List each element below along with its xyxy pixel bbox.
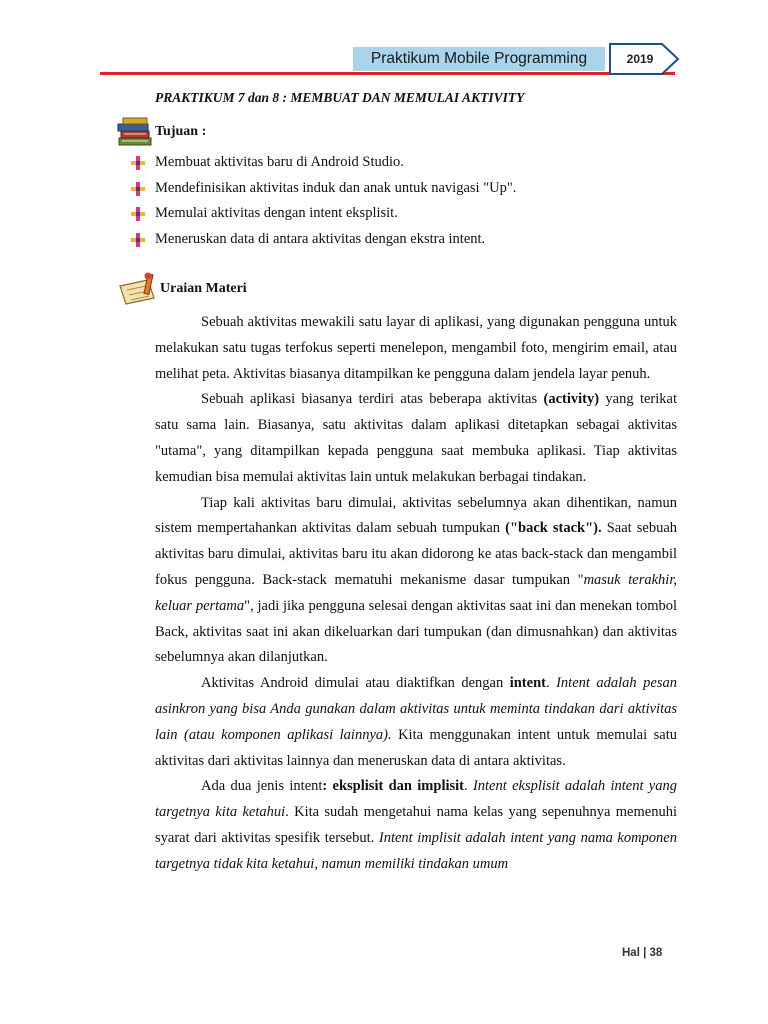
- goal-text: Memulai aktivitas dengan intent eksplisit.: [155, 205, 398, 221]
- goal-text: Mendefinisikan aktivitas induk dan anak untuk navigasi "Up".: [155, 179, 517, 196]
- tujuan-heading: Tujuan :: [155, 124, 207, 139]
- page-title: PRAKTIKUM 7 dan 8 : MEMBUAT DAN MEMULAI AKTIVITY: [155, 90, 525, 105]
- body-text: [155, 310, 677, 878]
- year-label: 2019: [626, 52, 654, 66]
- header-title: Praktikum Mobile Programming: [353, 47, 605, 71]
- bullet-icon: [131, 233, 145, 247]
- paragraph: Tiap kali aktivitas baru dimulai, aktivitas sebelumnya akan dihentikan, namun sistem mempertahankan aktivitas dalam sebuah tumpukan ("back stack"). Saat sebuah aktivitas baru dimulai, aktivitas baru itu akan didorong ke atas back-stack dan mengambil fokus pengguna. Back-stack mematuhi mekanisme dasar tumpukan "masuk terakhir, keluar pertama", jadi jika pengguna selesai dengan aktivitas saat ini dan menekan tombol Back, aktivitas saat ini akan dikeluarkan dari tumpukan (dan dimusnahkan) dan aktivitas sebelumnya akan dilanjutkan.: [155, 494, 678, 666]
- goal-text: Membuat aktivitas baru di Android Studio.: [155, 154, 404, 170]
- paragraph: Sebuah aktivitas mewakili satu layar di aplikasi, yang digunakan pengguna untuk melakukan satu tugas terfokus seperti menelepon, mengambil foto, mengirim email, atau melihat peta. Aktivitas biasanya ditampilkan ke pengguna dalam jendela layar penuh.: [155, 314, 677, 382]
- paragraph: Sebuah aplikasi biasanya terdiri atas beberapa aktivitas (activity) yang terikat satu sama lain. Biasanya, satu aktivitas dalam aplikasi ditetapkan sebagai aktivitas "utama", yang ditampilkan kepada pengguna saat membuka aplikasi. Tiap aktivitas kemudian bisa memulai aktivitas lain untuk melakukan berbagai tindakan.: [155, 391, 677, 485]
- page-number: Hal | 38: [622, 947, 663, 959]
- list-item: [131, 228, 516, 254]
- list-item: [131, 177, 516, 203]
- bullet-icon: [131, 182, 145, 196]
- goal-text: Meneruskan data di antara aktivitas dengan ekstra intent.: [155, 230, 486, 247]
- scroll-pencil-icon: [118, 272, 158, 306]
- books-icon: [116, 116, 154, 148]
- goals-list: [131, 151, 516, 253]
- bullet-icon: [131, 156, 145, 170]
- bullet-icon: [131, 207, 145, 221]
- list-item: [131, 151, 516, 177]
- paragraph: Ada dua jenis intent: eksplisit dan implisit. Intent eksplisit adalah intent yang targetnya kita ketahui. Kita sudah mengetahui nama kelas yang sepenuhnya memenuhi syarat dari aktivitas spesifik tersebut. Intent implisit adalah intent yang nama komponen targetnya tidak kita ketahui, namun memiliki tindakan umum: [155, 778, 677, 872]
- header-rule: [100, 72, 675, 75]
- paragraph: Aktivitas Android dimulai atau diaktifkan dengan intent. Intent adalah pesan asinkron yang bisa Anda gunakan dalam aktivitas untuk meminta tindakan dari aktivitas lain (atau komponen aplikasi lainnya). Kita menggunakan intent untuk memulai satu aktivitas dari aktivitas lainnya dan meneruskan data di antara aktivitas.: [155, 675, 677, 769]
- uraian-heading: Uraian Materi: [160, 281, 247, 296]
- list-item: [131, 202, 516, 228]
